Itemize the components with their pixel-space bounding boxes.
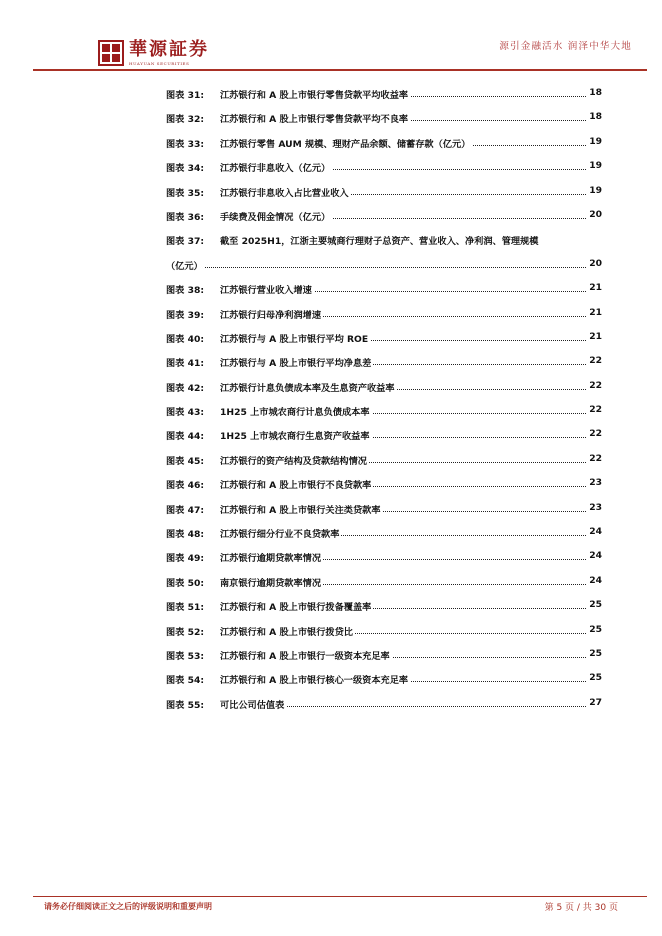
toc-page-number: 21: [589, 306, 602, 318]
toc-entry[interactable]: [166, 665, 602, 689]
toc-page-number: 25: [589, 647, 602, 659]
page-header: [0, 0, 662, 70]
toc-entry[interactable]: [166, 324, 602, 348]
toc-figure-title[interactable]: 江苏银行与 A 股上市银行平均 ROE: [220, 331, 370, 345]
toc-figure-label: 图表 39:: [166, 309, 205, 321]
toc-figure-title[interactable]: 1H25 上市城农商行计息负债成本率: [220, 404, 372, 418]
footer-divider: [33, 896, 647, 897]
toc-page-number: 27: [589, 696, 602, 708]
toc-figure-title[interactable]: 江苏银行和 A 股上市银行核心一级资本充足率: [220, 672, 410, 686]
toc-page-number: 19: [589, 135, 602, 147]
toc-page-number: 24: [589, 574, 602, 586]
toc-figure-title[interactable]: 截至 2025H1，江浙主要城商行理财子总资产、营业收入、净利润、管理规模: [220, 233, 540, 247]
toc-entry[interactable]: [166, 373, 602, 397]
toc-page-number: 25: [589, 672, 602, 684]
toc-page-number: 22: [589, 452, 602, 464]
toc-entry[interactable]: [166, 543, 602, 567]
toc-figure-label: 图表 48:: [166, 529, 205, 541]
toc-figure-title[interactable]: 江苏银行和 A 股上市银行拨备覆盖率: [220, 599, 373, 613]
toc-entry[interactable]: [166, 251, 602, 275]
toc-figure-label: 图表 37:: [166, 236, 205, 248]
toc-figure-title[interactable]: 江苏银行和 A 股上市银行关注类贷款率: [220, 502, 383, 516]
toc-figure-title[interactable]: 江苏银行的资产结构及贷款结构情况: [220, 453, 369, 467]
toc-entry[interactable]: [166, 495, 602, 519]
toc-page-number: 23: [589, 477, 602, 489]
toc-figure-title[interactable]: 江苏银行和 A 股上市银行拨贷比: [220, 624, 355, 638]
toc-entry[interactable]: [166, 300, 602, 324]
toc-entry[interactable]: [166, 178, 602, 202]
toc-figure-label: 图表 55:: [166, 699, 205, 711]
logo-name-cn: 華源証券: [129, 39, 209, 60]
toc-figure-title[interactable]: 江苏银行和 A 股上市银行零售贷款平均不良率: [220, 111, 410, 125]
toc-figure-label: 图表 34:: [166, 163, 205, 175]
toc-figure-label: 图表 35:: [166, 187, 205, 199]
toc-figure-label: 图表 33:: [166, 138, 205, 150]
toc-page-number: 22: [589, 379, 602, 391]
toc-figure-label: 图表 46:: [166, 480, 205, 492]
toc-page-number: 21: [589, 282, 602, 294]
toc-figure-label: 图表 41:: [166, 358, 205, 370]
logo-name-en: HUAYUAN SECURITIES: [129, 61, 190, 66]
toc-figure-label: 图表 49:: [166, 553, 205, 565]
toc-figure-label: 图表 32:: [166, 114, 205, 126]
toc-entry[interactable]: [166, 202, 602, 226]
toc-figure-title[interactable]: 江苏银行和 A 股上市银行不良贷款率: [220, 477, 373, 491]
toc-page-number: 18: [589, 111, 602, 123]
toc-entry[interactable]: [166, 592, 602, 616]
toc-figure-label: 图表 45:: [166, 455, 205, 467]
toc-page-number: 19: [589, 184, 602, 196]
toc-figure-title[interactable]: 南京银行逾期贷款率情况: [220, 575, 323, 589]
toc-page-number: 22: [589, 355, 602, 367]
toc-page-number: 25: [589, 599, 602, 611]
toc-page-number: 25: [589, 623, 602, 635]
footer-disclaimer: 请务必仔细阅读正文之后的评级说明和重要声明: [44, 902, 212, 911]
toc-entry[interactable]: [166, 421, 602, 445]
toc-figure-title[interactable]: 可比公司估值表: [220, 697, 286, 711]
toc-page-number: 24: [589, 550, 602, 562]
header-slogan: 源引金融活水 润泽中华大地: [499, 41, 632, 52]
figure-list: [166, 80, 602, 714]
toc-entry[interactable]: [166, 104, 602, 128]
toc-figure-label: 图表 50:: [166, 577, 205, 589]
toc-entry[interactable]: [166, 80, 602, 104]
toc-figure-label: 图表 38:: [166, 285, 205, 297]
footer-page-info: 第 5 页 / 共 30 页: [544, 903, 618, 913]
toc-entry[interactable]: [166, 690, 602, 714]
toc-figure-label: 图表 54:: [166, 675, 205, 687]
toc-figure-title[interactable]: 江苏银行逾期贷款率情况: [220, 550, 323, 564]
toc-figure-label: 图表 43:: [166, 407, 205, 419]
toc-figure-title[interactable]: （亿元）: [166, 258, 205, 272]
toc-figure-label: 图表 40:: [166, 333, 205, 345]
toc-figure-label: 图表 52:: [166, 626, 205, 638]
toc-figure-title[interactable]: 1H25 上市城农商行生息资产收益率: [220, 428, 372, 442]
toc-entry[interactable]: [166, 446, 602, 470]
toc-entry[interactable]: [166, 397, 602, 421]
toc-entry[interactable]: [166, 641, 602, 665]
toc-figure-title[interactable]: 江苏银行和 A 股上市银行一级资本充足率: [220, 648, 392, 662]
toc-figure-title[interactable]: 江苏银行营业收入增速: [220, 282, 314, 296]
toc-figure-label: 图表 44:: [166, 431, 205, 443]
toc-entry[interactable]: [166, 153, 602, 177]
toc-entry[interactable]: [166, 568, 602, 592]
toc-page-number: 23: [589, 501, 602, 513]
toc-figure-title[interactable]: 江苏银行计息负债成本率及生息资产收益率: [220, 380, 397, 394]
toc-figure-label: 图表 36:: [166, 211, 205, 223]
toc-entry[interactable]: [166, 470, 602, 494]
toc-page-number: 20: [589, 208, 602, 220]
toc-page-number: 20: [589, 257, 602, 269]
toc-page-number: 18: [589, 87, 602, 98]
toc-figure-title[interactable]: 江苏银行归母净利润增速: [220, 307, 323, 321]
toc-figure-label: 图表 31:: [166, 90, 205, 101]
company-logo: [98, 40, 209, 66]
toc-entry[interactable]: [166, 519, 602, 543]
toc-figure-title[interactable]: 江苏银行细分行业不良贷款率: [220, 526, 341, 540]
toc-page-number: 22: [589, 428, 602, 440]
header-divider: [33, 69, 647, 71]
toc-figure-title[interactable]: 手续费及佣金情况（亿元）: [220, 209, 332, 223]
toc-leader-dots: [166, 267, 590, 268]
toc-figure-label: 图表 47:: [166, 504, 205, 516]
toc-figure-label: 图表 53:: [166, 650, 205, 662]
toc-entry[interactable]: [166, 226, 602, 250]
toc-figure-label: 图表 42:: [166, 382, 205, 394]
toc-figure-label: 图表 51:: [166, 602, 205, 614]
toc-figure-title[interactable]: 江苏银行非息收入（亿元）: [220, 160, 332, 174]
toc-page-number: 19: [589, 160, 602, 172]
toc-entry[interactable]: [166, 348, 602, 372]
toc-page-number: 22: [589, 404, 602, 416]
toc-figure-title[interactable]: 江苏银行非息收入占比营业收入: [220, 185, 351, 199]
toc-page-number: 21: [589, 330, 602, 342]
toc-entry[interactable]: [166, 617, 602, 641]
logo-seal-icon: [98, 40, 124, 66]
toc-entry[interactable]: [166, 275, 602, 299]
toc-page-number: 24: [589, 526, 602, 538]
toc-figure-title[interactable]: 江苏银行零售 AUM 规模、理财产品余额、储蓄存款（亿元）: [220, 136, 472, 150]
toc-figure-title[interactable]: 江苏银行与 A 股上市银行平均净息差: [220, 355, 373, 369]
toc-entry[interactable]: [166, 129, 602, 153]
toc-figure-title[interactable]: 江苏银行和 A 股上市银行零售贷款平均收益率: [220, 87, 410, 101]
